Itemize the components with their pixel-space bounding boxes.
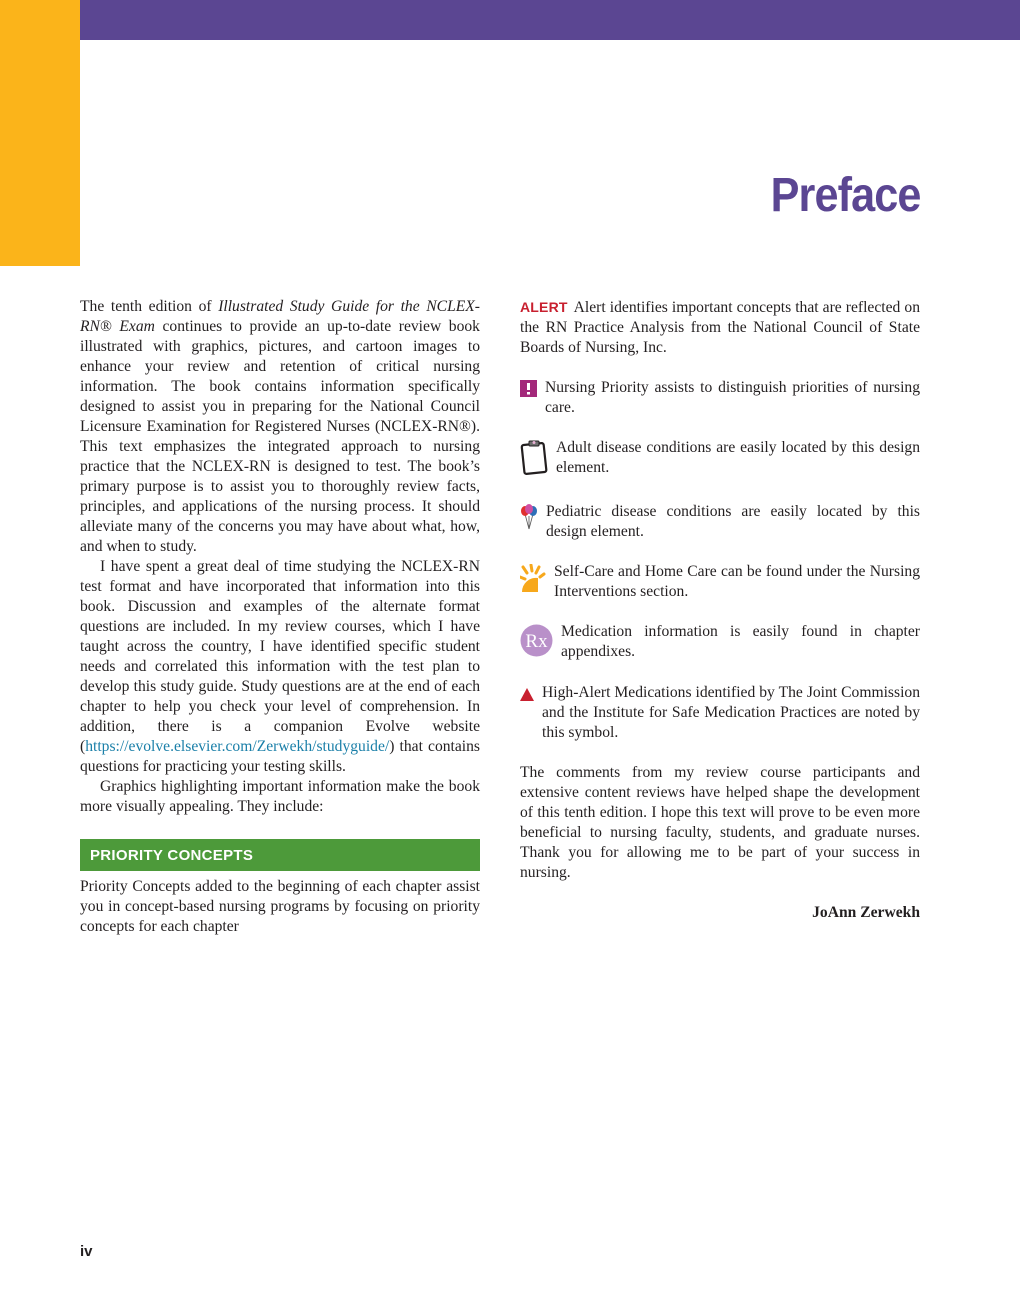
legend-text: Pediatric disease conditions are easily located by this design element. [546, 503, 920, 540]
sun-icon [520, 564, 546, 598]
legend-text: Medication information is easily found in chapter appendixes. [561, 623, 920, 660]
triangle-warning-icon [520, 687, 534, 707]
book-title: Illustrated Study Guide for the NCLEX-RN® Exam [80, 298, 480, 335]
top-purple-bar [0, 0, 1020, 40]
legend-text: Self-Care and Home Care can be found under the Nursing Interventions section. [554, 563, 920, 600]
rx-icon [520, 624, 553, 663]
legend-text: Nursing Priority assists to distinguish priorities of nursing care. [545, 379, 920, 416]
legend-text: Adult disease conditions are easily located by this design element. [556, 439, 920, 476]
legend-item-medication [520, 622, 920, 663]
alert-item: ALERT Alert identifies important concepts that are reflected on the RN Practice Analysis from the National Council of State Boards of Nursing, Inc. [520, 299, 920, 356]
exclamation-icon [520, 380, 537, 403]
left-column [80, 297, 480, 937]
priority-concepts-heading: PRIORITY CONCEPTS [80, 839, 480, 871]
legend-item-pediatric [520, 502, 920, 542]
graphics-paragraph: Graphics highlighting important information make the book more visually appealing. They include: [80, 778, 480, 815]
evolve-link[interactable]: https://evolve.elsevier.com/Zerwekh/studyguide/ [85, 738, 390, 755]
alert-label: ALERT [520, 299, 568, 315]
page-title: Preface [770, 169, 920, 222]
right-column [520, 297, 920, 923]
intro-paragraph: The tenth edition of Illustrated Study Guide for the NCLEX-RN® Exam continues to provide an up-to-date review book illustrated with graphics, pictures, and cartoon images to enhance your review and retention of critical nursing information. The book contains information specifically designed to assist you in preparing for the National Council Licensure Examination for Registered Nurses (NCLEX-RN®). This text emphasizes the integrated approach to nursing practice that the NCLEX-RN is designed to test. The book’s primary purpose is to assist you to thoroughly review facts, principles, and applications of the nursing process. It should alleviate many of the concerns you may have about what, how, and when to study. [80, 298, 480, 555]
author-signature: JoAnn Zerwekh [812, 904, 920, 921]
legend-item-adult [520, 438, 920, 482]
legend-item-self-care [520, 562, 920, 602]
study-paragraph: I have spent a great deal of time studying the NCLEX-RN test format and have incorporated that information into this book. Discussion and examples of the alternate format questions are included. In my review courses, which I have taught across the country, I have identified specific student needs and correlated this information with the test plan to develop this study guide. Study questions are at the end of each chapter to help you check your level of comprehension. In addition, there is a companion Evolve website (https://evolve.elsevier.com/Zerwekh/studyguide/) that contains questions for practicing your testing skills. [80, 558, 480, 775]
clipboard-icon [520, 440, 548, 482]
legend-item-nursing-priority [520, 378, 920, 418]
legend-item-high-alert [520, 683, 920, 743]
legend-text: High-Alert Medications identified by The Joint Commission and the Institute for Safe Medication Practices are noted by this symbol. [542, 684, 920, 741]
closing-paragraph: The comments from my review course participants and extensive content reviews have helped shape the development of this tenth edition. I hope this text will prove to be even more beneficial to nursing faculty, students, and graduate nurses. Thank you for allowing me to be part of your success in nursing. [520, 764, 920, 881]
balloons-icon [520, 504, 538, 536]
side-orange-tab [0, 0, 80, 266]
priority-concepts-text: Priority Concepts added to the beginning of each chapter assist you in concept-based nursing programs by focusing on priority concepts for each chapter [80, 878, 480, 935]
rx-glyph: Rx [525, 631, 548, 652]
page-number: iv [80, 1243, 93, 1260]
